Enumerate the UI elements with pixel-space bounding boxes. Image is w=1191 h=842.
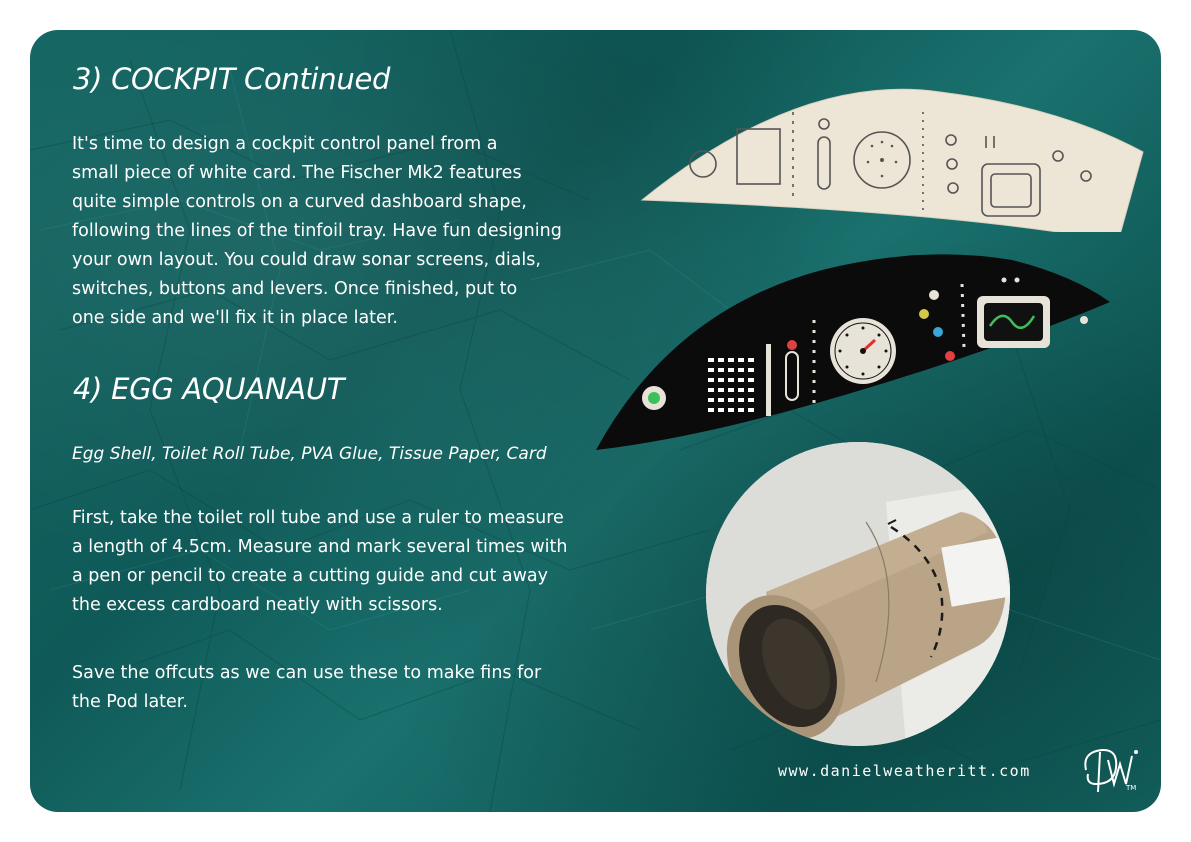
instruction-card bbox=[30, 30, 1161, 812]
aquanaut-line-4: the excess cardboard neatly with scissors. bbox=[72, 595, 443, 615]
aquanaut-step-one bbox=[72, 504, 567, 620]
toilet-roll-photo bbox=[706, 442, 1010, 746]
cockpit-line-6: switches, buttons and levers. Once finished, put to bbox=[72, 279, 518, 299]
white-card-panel-sketch bbox=[640, 82, 1145, 232]
black-control-panel bbox=[592, 240, 1112, 455]
cockpit-line-7: one side and we'll fix it in place later. bbox=[72, 308, 398, 328]
cockpit-line-4: following the lines of the tinfoil tray. Have fun designing bbox=[72, 221, 562, 241]
website-url: www.danielweatheritt.com bbox=[778, 762, 1031, 780]
cockpit-instructions bbox=[72, 130, 562, 333]
section-title-cockpit: 3) COCKPIT Continued bbox=[73, 62, 391, 96]
cockpit-line-1: It's time to design a cockpit control panel from a bbox=[72, 134, 498, 154]
materials-list: Egg Shell, Toilet Roll Tube, PVA Glue, Tissue Paper, Card bbox=[72, 444, 547, 464]
aquanaut-line-1: First, take the toilet roll tube and use a ruler to measure bbox=[72, 508, 564, 528]
trademark-mark: TM bbox=[1126, 784, 1137, 792]
section-title-aquanaut: 4) EGG AQUANAUT bbox=[73, 372, 345, 406]
aquanaut-line-6: the Pod later. bbox=[72, 692, 188, 712]
toilet-roll-tube-illustration bbox=[706, 442, 1010, 746]
cockpit-line-2: small piece of white card. The Fischer Mk2 features bbox=[72, 163, 522, 183]
aquanaut-step-two bbox=[72, 659, 541, 717]
cockpit-line-3: quite simple controls on a curved dashboard shape, bbox=[72, 192, 527, 212]
aquanaut-line-5: Save the offcuts as we can use these to make fins for bbox=[72, 663, 542, 683]
aquanaut-line-2: a length of 4.5cm. Measure and mark several times with bbox=[72, 537, 568, 557]
aquanaut-line-3: a pen or pencil to create a cutting guide and cut away bbox=[72, 566, 548, 586]
cockpit-line-5: your own layout. You could draw sonar screens, dials, bbox=[72, 250, 541, 270]
